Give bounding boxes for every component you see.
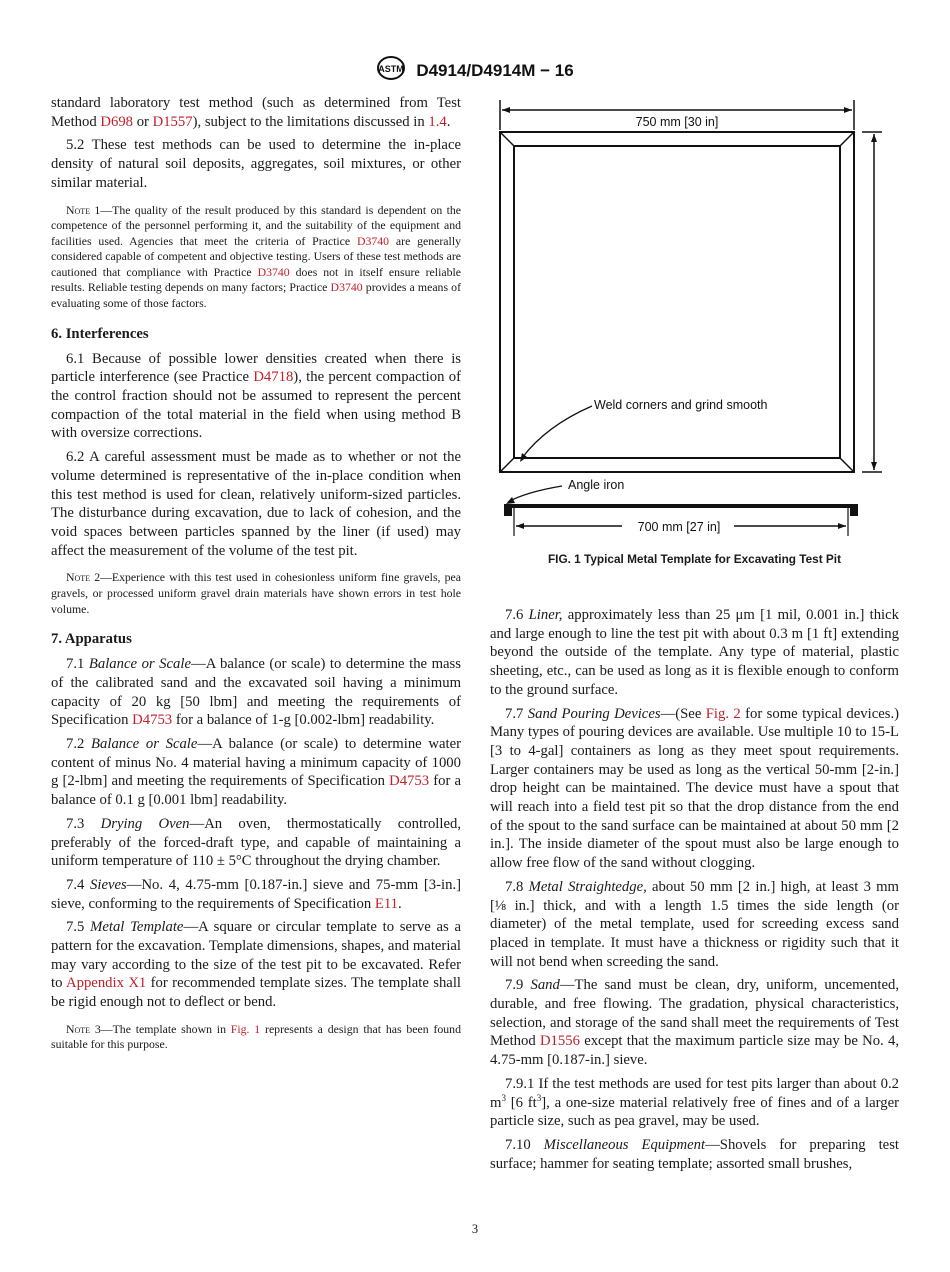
dim-top-label: 750 mm [30 in]: [635, 115, 719, 129]
weld-label: Weld corners and grind smooth: [594, 398, 768, 412]
section-heading-6: 6. Interferences: [51, 325, 149, 342]
svg-text:ASTM: ASTM: [378, 64, 405, 74]
link-d1556[interactable]: D1556: [539, 1033, 580, 1050]
paragraph-5-2: 5.2 These test methods can be used to determine the in-place density of natural soil deposits, aggregates, soil mixtures, or other similar material.: [51, 137, 461, 191]
page-header: [0, 56, 950, 85]
left-column: [51, 94, 461, 1065]
paragraph-7-10: 7.10 Miscellaneous Equipment—Shovels for preparing test surface; hammer for seating template; assorted small brushes,: [490, 1136, 899, 1172]
link-e11[interactable]: E11: [374, 895, 398, 912]
angle-iron-profile: [504, 504, 858, 508]
link-d4753[interactable]: D4753: [389, 773, 430, 790]
link-d1557[interactable]: D1557: [152, 113, 193, 130]
note-3: Note 3—The template shown in Fig. 1 represents a design that has been found suitable for this purpose.: [51, 1021, 461, 1052]
paragraph-7-8: 7.8 Metal Straightedge, about 50 mm [2 in.] high, at least 3 mm [⅛ in.] thick, and with a length 1.5 times the side length (or diameter) of the metal template, used for screeding excess sand placed in template. It must have a thickness or rigidity such that it will not bend when screeding the sand.: [490, 878, 899, 970]
figure-1-template-drawing: [496, 96, 896, 576]
paragraph-6-2: 6.2 A careful assessment must be made as to whether or not the volume determined is representative of the in-place condition when this test method is used for clean, relatively uniform-sized particles. The disturbance during excavation, due to lack of cohesion, and the void spaces between particles spanned by the liner (if used) may affect the measurement of the volume of the test pit.: [51, 449, 461, 559]
page-number: 3: [471, 1222, 479, 1236]
link-d3740[interactable]: D3740: [257, 264, 290, 279]
link-d3740[interactable]: D3740: [330, 280, 363, 295]
angle-iron-label: Angle iron: [568, 478, 625, 492]
paragraph-6-1: 6.1 Because of possible lower densities created when there is particle interference (see Practice D4718), the percent compaction of the control fraction should not be assumed to represent the percent compaction of the total material in the field when using method B with oversize corrections.: [51, 350, 461, 442]
link-d698[interactable]: D698: [100, 113, 134, 130]
dim-bottom-label: 700 mm [27 in]: [637, 520, 721, 534]
paragraph-intro: standard laboratory test method (such as determined from Test Method D698 or D1557), subject to the limitations discussed in 1.4.: [51, 95, 461, 130]
paragraph-7-4: 7.4 Sieves—No. 4, 4.75-mm [0.187-in.] sieve and 75-mm [3-in.] sieve, conforming to the requirements of Specification E11.: [51, 876, 462, 912]
note-2: Note 2—Experience with this test used in cohesionless uniform fine gravels, pea gravels, or processed uniform gravel drain materials have shown errors in test hole volume.: [51, 570, 461, 616]
paragraph-7-6: 7.6 Liner, approximately less than 25 μm [1 mil, 0.001 in.] thick and large enough to line the test pit with about 0.3 m [1 ft] extending beyond the outside of the template. Any type of material, plastic sheeting, etc., can be used as long as it is flexible enough to conform to the ground surface.: [490, 607, 899, 698]
note-1: Note 1—The quality of the result produced by this standard is dependent on the competence of the personnel performing it, and the suitability of the equipment and facilities used. Agencies that meet the criteria of Practice D3740 are generally considered capable of competent and objective testing. Users of these test methods are cautioned that compliance with Practice D3740 does not in itself ensure reliable results. Reliable testing depends on many factors; Practice D3740 provides a means of evaluating some of those factors.: [51, 202, 462, 311]
right-column: [490, 606, 899, 1178]
astm-logo-icon: [376, 56, 406, 85]
paragraph-7-7: 7.7 Sand Pouring Devices—(See Fig. 2 for some typical devices.) Many types of pouring devices are available. Use multiple 10 to 15-L [3 to 4-gal] containers as long as they meet spout requirements. Larger containers may be used as long as the vertical 50-mm [2-in.] drop height can be maintained. The device must have a spout that will reach into a field test pit so that the drop distance from the end of the spout to the sand surface can be maintained at about 50 mm [2 in.]. The inside diameter of the spout must also be large enough to allow free flow of the sand without clogging.: [490, 705, 900, 872]
paragraph-7-5: 7.5 Metal Template—A square or circular template to serve as a pattern for the excavation. Template dimensions, shapes, and material may vary according to the size of the test pit to be excavated. Refer to Appendix X1 for recommended template sizes. The template shall be rigid enough not to deflect or bend.: [51, 919, 462, 1011]
link-fig-2[interactable]: Fig. 2: [705, 705, 741, 722]
link-fig-1[interactable]: Fig. 1: [230, 1021, 261, 1036]
link-d4718[interactable]: D4718: [253, 369, 294, 386]
paragraph-7-9: 7.9 Sand—The sand must be clean, dry, uniform, uncemented, durable, and free flowing. The gradation, physical characteristics, selection, and storage of the sand shall meet the requirements of Test Method D1556 except that the maximum particle size may be No. 4, 4.75-mm [0.187-in.] sieve.: [490, 977, 899, 1069]
paragraph-7-2: 7.2 Balance or Scale—A balance (or scale) to determine water content of minus No. 4 material having a minimum capacity of 1000 g [2-lbm] and meeting the requirements of Specification D4753 for a balance of 0.1 g [0.001 lbm] readability.: [51, 736, 461, 809]
document-designation: D4914/D4914M − 16: [416, 60, 574, 80]
link-appendix-x1[interactable]: Appendix X1: [66, 975, 147, 992]
link-d3740[interactable]: D3740: [356, 233, 390, 248]
link-d4753[interactable]: D4753: [132, 712, 173, 729]
paragraph-7-1: 7.1 Balance or Scale—A balance (or scale) to determine the mass of the calibrated sand and the excavated soil having a minimum capacity of 20 kg [50 lbm] and meeting the requirements of Specification D4753 for a balance of 1-g [0.002-lbm] readability.: [51, 656, 461, 729]
template-outer-frame: [500, 132, 854, 472]
paragraph-7-9-1: 7.9.1 If the test methods are used for test pits larger than about 0.2 $m^3$ [6 $ft^3$], a one-size material relatively free of fines and of a larger particle size, such as pea gravel, may be used.: [490, 1075, 899, 1130]
figure-1-caption: FIG. 1 Typical Metal Template for Excavating Test Pit: [547, 552, 842, 566]
section-heading-7: 7. Apparatus: [51, 631, 132, 648]
link-section-1-4[interactable]: 1.4: [428, 113, 447, 130]
paragraph-7-3: 7.3 Drying Oven—An oven, thermostatically controlled, preferably of the forced-draft type, and capable of maintaining a uniform temperature of 110 ± 5°C throughout the drying chamber.: [51, 815, 461, 870]
